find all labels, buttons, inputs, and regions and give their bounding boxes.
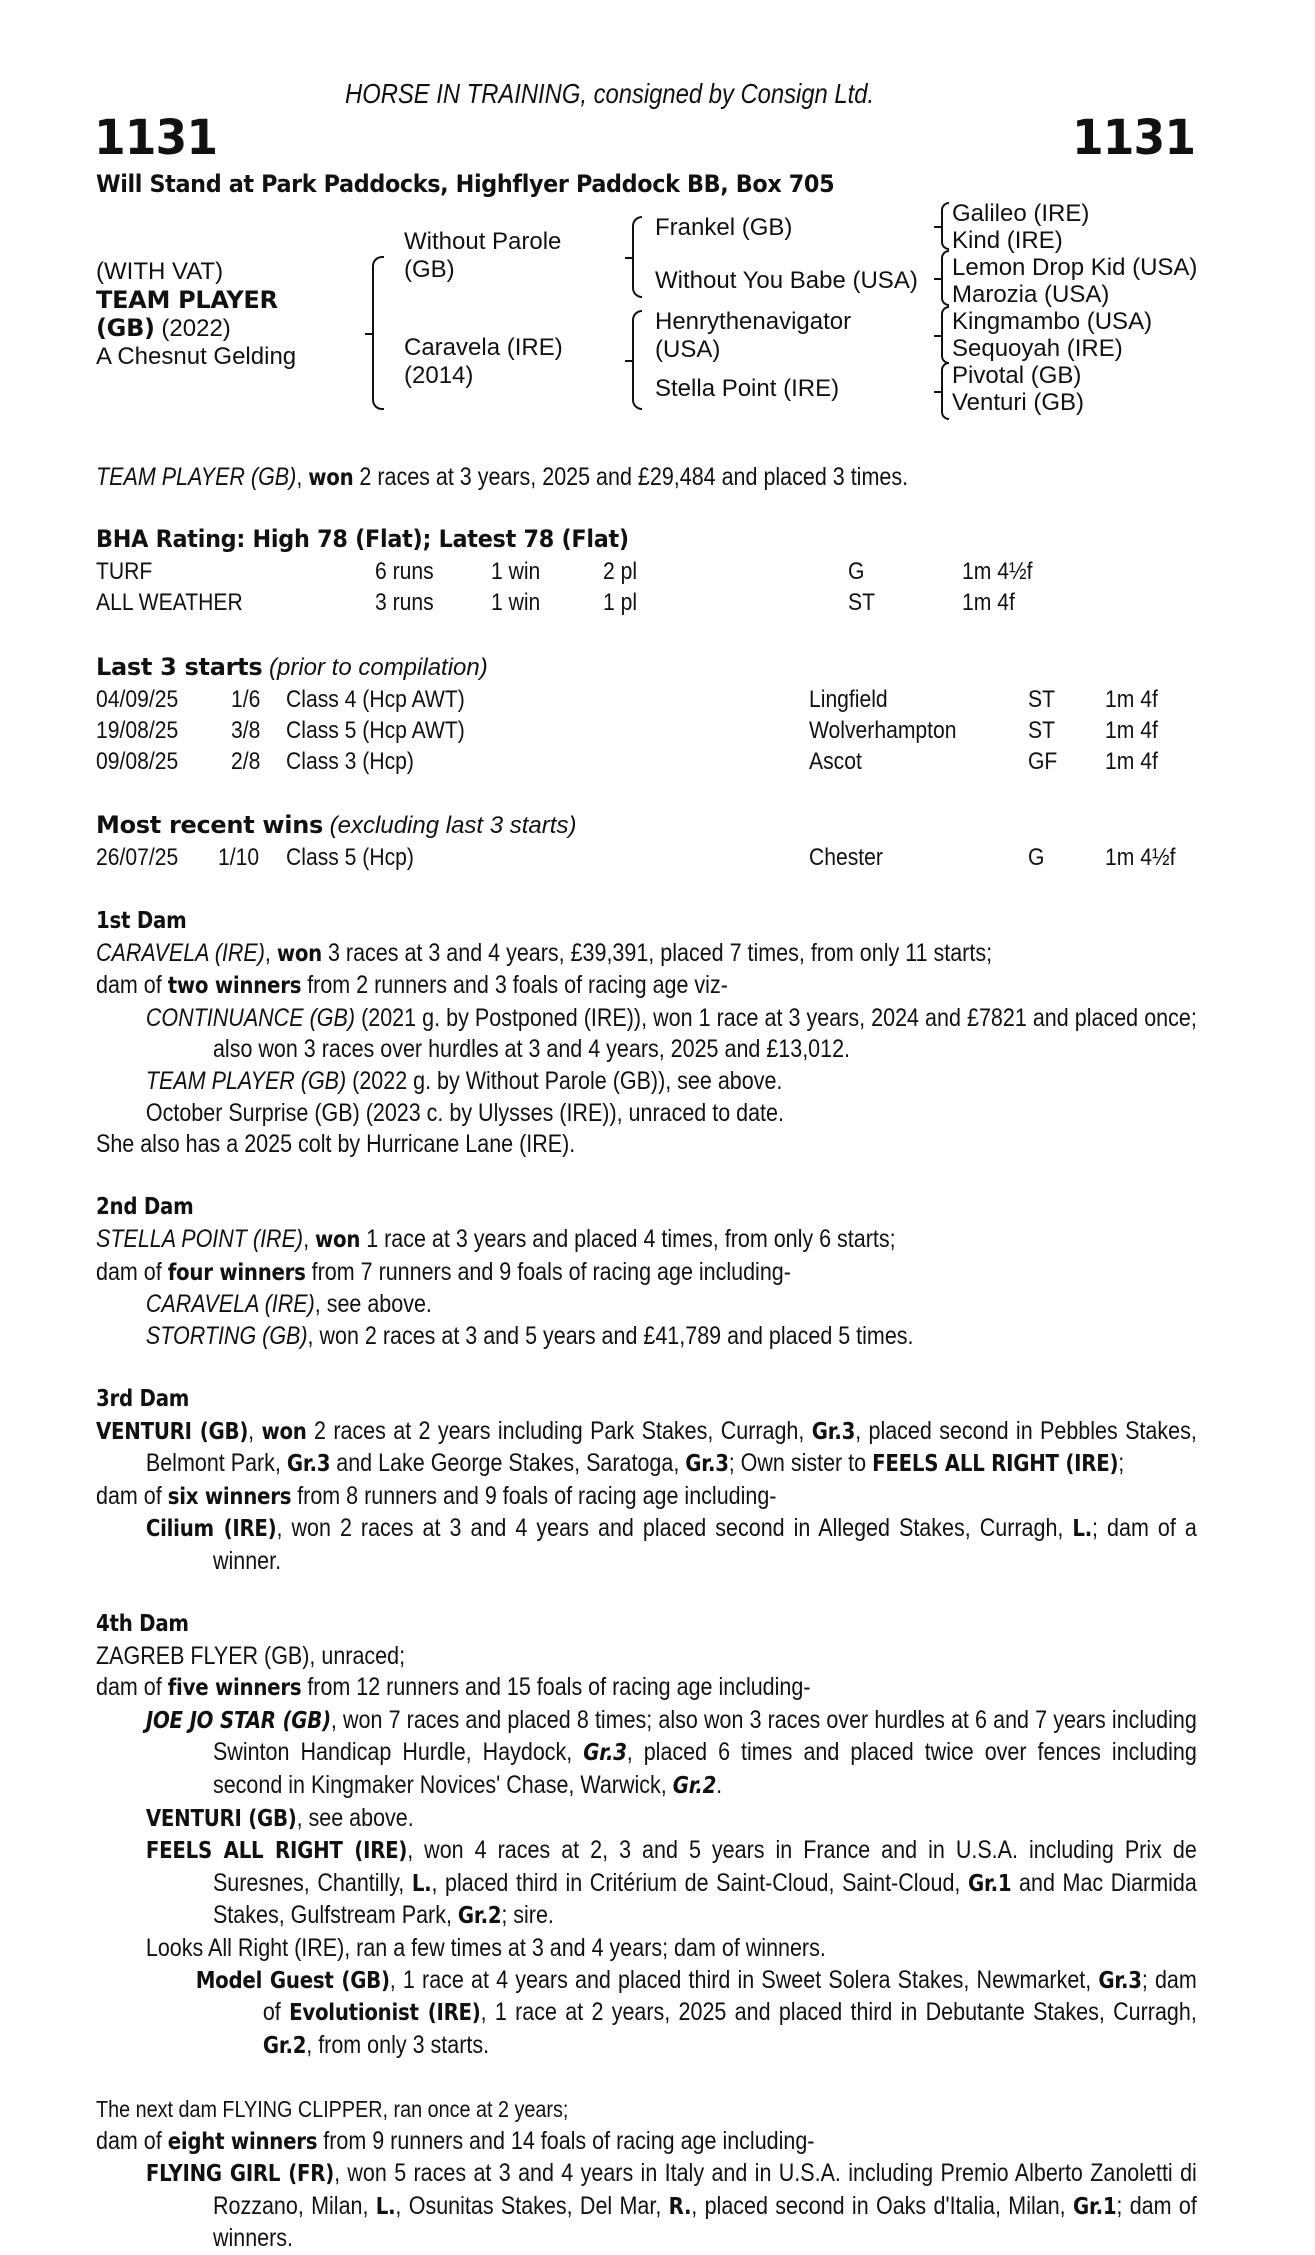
placed: 1 pl	[603, 589, 638, 616]
second-dam-title: 2nd Dam	[96, 1194, 194, 1221]
grade: Gr.2	[262, 2032, 307, 2059]
grade: Gr.3	[583, 1740, 627, 1767]
grade: L.	[375, 2193, 396, 2220]
dam-of-suffix: from 7 runners and 9 foals of racing age including-	[305, 1257, 791, 1286]
horse-identity	[96, 258, 296, 371]
grade: L.	[1072, 1516, 1093, 1543]
catalogue-subtitle	[345, 78, 967, 110]
start-position: 2/8	[231, 748, 261, 775]
produce-text: , won 2 races at 3 and 4 years and placed second in Alleged Stakes, Curragh,	[276, 1514, 1073, 1543]
runs: 3 runs	[375, 589, 434, 616]
brace-dam	[632, 310, 642, 410]
record-text: and Lake George Stakes, Saratoga,	[330, 1449, 686, 1478]
produce-text: , placed second in Oaks d'Italia, Milan,	[691, 2191, 1073, 2220]
produce-text: , see above.	[314, 1290, 432, 1319]
dam-of-suffix: from 2 runners and 3 foals of racing age viz-	[301, 971, 728, 1000]
horse-description: A Chesnut Gelding	[96, 343, 297, 370]
dam-sections	[96, 906, 1197, 2255]
placed: 2 pl	[603, 558, 638, 585]
sire-sire: Frankel (GB)	[655, 214, 793, 241]
produce-continuance	[96, 1003, 1197, 1066]
dam-of-prefix: dam of	[96, 1257, 168, 1286]
produce-model-guest	[96, 1965, 1197, 2063]
horse-name: TEAM PLAYER	[96, 286, 278, 314]
dam-sire-country: (USA)	[655, 336, 721, 363]
produce-text: ; sire.	[501, 1901, 554, 1930]
lot-number-right: 1131	[1072, 110, 1196, 166]
produce-text: and Mac Diarmida Stakes, Gulfstream Park,	[212, 1868, 1197, 1930]
won-label: won	[276, 940, 323, 967]
produce-feels-all-right	[96, 1835, 1197, 1933]
horse-year: (2022)	[161, 315, 231, 342]
great-grandparents	[952, 200, 1197, 416]
dam-sire-name: Henrythenavigator	[655, 308, 852, 335]
brace-sire	[632, 216, 642, 298]
dam-note: She also has a 2025 colt by Hurricane Lane (IRE).	[96, 1130, 576, 1159]
winners-count: two winners	[167, 973, 302, 1000]
produce-name: CARAVELA (IRE)	[145, 1290, 315, 1319]
dam-of-suffix: from 8 runners and 9 foals of racing age including-	[291, 1481, 777, 1510]
going: G	[848, 558, 865, 585]
grade: L.	[411, 1870, 432, 1897]
distance: 1m 4f	[962, 589, 1015, 616]
produce-team-player	[96, 1066, 1197, 1098]
win-distance: 1m 4½f	[1105, 844, 1176, 871]
last-starts-note: (prior to compilation)	[268, 654, 488, 681]
dam-of-prefix: dam of	[96, 1673, 168, 1702]
ggd-sequoyah: Sequoyah (IRE)	[952, 335, 1123, 362]
ggd-venturi: Venturi (GB)	[952, 389, 1085, 416]
win-going: G	[1028, 844, 1045, 871]
going: ST	[848, 589, 875, 616]
recent-wins-note: (excluding last 3 starts)	[329, 812, 577, 839]
start-course: Wolverhampton	[809, 717, 957, 744]
produce-text: (2021 g. by Postponed (IRE)), won 1 race at 3 years, 2024 and £7821 and placed once; also won 3 races over hurdles at 3 and 4 years, 2025 and £13,012.	[212, 1003, 1197, 1064]
dam-name: Caravela (IRE)	[404, 334, 563, 361]
record-text: 2 races at 2 years including Park Stakes, Curragh,	[306, 1416, 812, 1445]
grade: Gr.3	[685, 1451, 729, 1478]
win-course: Chester	[809, 844, 883, 871]
last-starts-heading	[96, 653, 488, 682]
produce-name: VENTURI (GB)	[145, 1805, 297, 1832]
dam-of-prefix: dam of	[96, 971, 168, 1000]
start-going: GF	[1028, 748, 1058, 775]
dam-record: ZAGREB FLYER (GB), unraced;	[96, 1641, 406, 1670]
produce-text: , won 7 races and placed 8 times; also won 3 races over hurdles at 6 and 7 years including Swinton Handicap Hurdle, Haydock,	[212, 1705, 1197, 1767]
produce-venturi	[96, 1803, 1197, 1836]
first-dam: 1st Dam CARAVELA (IRE), won 3 races at 3 and 4 years, £39,391, placed 7 times, from only 11 starts; dam of two winners from 2 runners and 3 foals of racing age viz- CONTINUANCE (GB) (2021 g. by Postponed (IRE)), won 1 race at 3 years, 2024 and £7821 and placed once; also won 3 races over hurdles at 3 and 4 years, 2025 and £13,012. TEAM PLAYER (GB) (2022 g. by Without Parole (GB)), see above. October Surprise (GB) (2023 c. by Ulysses (IRE)), unraced to date. She also has a 2025 colt by Hurricane Lane (IRE).	[96, 906, 1197, 1161]
start-position: 3/8	[231, 717, 261, 744]
start-going: ST	[1028, 717, 1055, 744]
brace-ggs-3	[941, 306, 949, 364]
last-starts-title: Last 3 starts	[96, 653, 263, 681]
sire-name: Without Parole	[404, 228, 562, 255]
produce-text: (2022 g. by Without Parole (GB)), see above.	[346, 1066, 783, 1095]
winners-count: eight winners	[167, 2128, 318, 2155]
lot-number-left: 1131	[94, 110, 218, 166]
grade: Gr.3	[1098, 1967, 1142, 1994]
produce-name: JOE JO STAR (GB)	[145, 1707, 331, 1734]
grandproduce-name: Evolutionist (IRE)	[289, 2000, 481, 2027]
dam-name: VENTURI (GB)	[96, 1418, 249, 1445]
dam-year: (2014)	[404, 362, 474, 389]
dam-dam: Stella Point (IRE)	[655, 375, 840, 402]
dam-record: 1 race at 3 years and placed 4 times, from only 6 starts;	[360, 1224, 896, 1253]
dam-name: CARAVELA (IRE)	[96, 938, 265, 967]
grade: Gr.3	[286, 1451, 331, 1478]
record-text: , placed second in Pebbles Stakes, Belmont Park,	[145, 1416, 1197, 1478]
start-distance: 1m 4f	[1105, 686, 1158, 713]
produce-text: , see above.	[296, 1803, 414, 1832]
produce-text: , placed third in Critérium de Saint-Cloud, Saint-Cloud,	[431, 1868, 969, 1897]
horse-country: (GB)	[96, 314, 155, 342]
next-dam-record: The next dam FLYING CLIPPER, ran once at 2 years;	[96, 2095, 569, 2122]
fourth-dam	[96, 1609, 1197, 2062]
produce-caravela	[96, 1289, 1197, 1321]
pedigree-dam	[404, 334, 563, 390]
produce-name: Cilium (IRE)	[145, 1516, 277, 1543]
fourth-dam-title: 4th Dam	[96, 1611, 189, 1638]
ggs-kingmambo: Kingmambo (USA)	[952, 308, 1153, 335]
ggs-galileo: Galileo (IRE)	[952, 200, 1090, 227]
produce-text: , won 2 races at 3 and 5 years and £41,789 and placed 5 times.	[307, 1321, 914, 1350]
pedigree-sire	[404, 228, 561, 284]
produce-text: , won 4 races at 2, 3 and 5 years in France and in U.S.A. including Prix de Suresnes, Chantilly,	[212, 1836, 1197, 1897]
produce-cilium	[96, 1513, 1197, 1577]
distance: 1m 4½f	[962, 558, 1033, 585]
winners-count: six winners	[167, 1483, 292, 1510]
third-dam-title: 3rd Dam	[96, 1385, 190, 1412]
recent-wins-heading	[96, 811, 576, 840]
produce-text: ; dam of a winner.	[212, 1514, 1197, 1575]
summary-text: 2 races at 3 years, 2025 and £29,484 and placed 3 times.	[353, 463, 909, 491]
produce-joe-jo-star	[96, 1705, 1197, 1803]
produce-text: , 1 race at 2 years, 2025 and placed third in Debutante Stakes, Curragh,	[480, 1998, 1197, 2027]
start-going: ST	[1028, 686, 1055, 713]
dam-sire	[655, 308, 851, 364]
record-text: ;	[1118, 1449, 1125, 1478]
produce-storting	[96, 1321, 1197, 1353]
record-text: ; Own sister to	[728, 1449, 873, 1478]
produce-text: .	[716, 1771, 723, 1800]
start-position: 1/6	[231, 686, 261, 713]
grade: Gr.3	[811, 1418, 856, 1445]
produce-looks-all-right: Looks All Right (IRE), ran a few times at 3 and 4 years; dam of winners.	[145, 1934, 826, 1962]
dam-of-prefix: dam of	[96, 1481, 168, 1510]
won-label: won	[315, 1226, 361, 1253]
wins: 1 win	[491, 558, 541, 585]
start-course: Ascot	[809, 748, 862, 775]
recent-wins-title: Most recent wins	[96, 811, 323, 839]
start-date: 04/09/25	[96, 686, 179, 713]
start-class: Class 4 (Hcp AWT)	[286, 686, 465, 713]
second-dam: 2nd Dam STELLA POINT (IRE), won 1 race at 3 years and placed 4 times, from only 6 starts; dam of four winners from 7 runners and 9 foals of racing age including- CARAVELA (IRE), see above. STORTING (GB), won 2 races at 3 and 5 years and £41,789 and placed 5 times.	[96, 1192, 1197, 1352]
produce-name: STORTING (GB)	[145, 1321, 308, 1350]
dam-name: STELLA POINT (IRE)	[96, 1224, 304, 1253]
brace-main	[372, 256, 384, 410]
surface: ALL WEATHER	[96, 589, 243, 616]
start-class: Class 3 (Hcp)	[286, 748, 414, 775]
grade: R.	[668, 2193, 692, 2220]
produce-text: , Osunitas Stakes, Del Mar,	[395, 2191, 669, 2220]
next-dam	[96, 2094, 1197, 2255]
produce-name: CONTINUANCE (GB)	[145, 1003, 356, 1032]
produce-october-surprise: October Surprise (GB) (2023 c. by Ulysses (IRE)), unraced to date.	[145, 1098, 784, 1127]
start-distance: 1m 4f	[1105, 717, 1158, 744]
produce-name: TEAM PLAYER (GB)	[145, 1066, 347, 1095]
race-summary: TEAM PLAYER (GB), won 2 races at 3 years, 2025 and £29,484 and placed 3 times.	[96, 463, 909, 491]
brace-ggs-4	[941, 362, 949, 420]
start-class: Class 5 (Hcp AWT)	[286, 717, 465, 744]
produce-text: , won 5 races at 3 and 4 years in Italy and in U.S.A. including Premio Alberto Zanoletti di Rozzano, Milan,	[212, 2159, 1197, 2220]
ggs-lemon-drop-kid: Lemon Drop Kid (USA)	[952, 254, 1198, 281]
win-position: 1/10	[218, 844, 260, 871]
dam-of-suffix: from 9 runners and 14 foals of racing age including-	[317, 2126, 815, 2155]
brace-ggs-1	[941, 202, 949, 250]
produce-flying-girl	[96, 2158, 1197, 2255]
sibling-name: FEELS ALL RIGHT (IRE)	[872, 1451, 1119, 1478]
ggd-kind: Kind (IRE)	[952, 227, 1063, 254]
grade: Gr.1	[1072, 2193, 1117, 2220]
produce-text: ; dam of winners.	[212, 2191, 1197, 2253]
horse-name-country-year	[96, 314, 296, 343]
grade: Gr.1	[968, 1870, 1012, 1897]
brace-ggs-2	[941, 250, 949, 306]
dam-record: 3 races at 3 and 4 years, £39,391, placed 7 times, from only 11 starts;	[322, 938, 993, 967]
surface: TURF	[96, 558, 153, 585]
ggd-marozia: Marozia (USA)	[952, 281, 1110, 308]
start-distance: 1m 4f	[1105, 748, 1158, 775]
winners-count: four winners	[167, 1259, 306, 1286]
summary-horse-name: TEAM PLAYER (GB)	[96, 463, 297, 491]
third-dam	[96, 1384, 1197, 1578]
grade: Gr.2	[457, 1903, 502, 1930]
sire-country: (GB)	[404, 256, 455, 283]
wins: 1 win	[491, 589, 541, 616]
grade: Gr.2	[672, 1773, 717, 1800]
first-dam-title: 1st Dam	[96, 908, 187, 934]
produce-text: ; dam of	[262, 1965, 1197, 2027]
dam-of-prefix: dam of	[96, 2126, 168, 2155]
stand-location: Will Stand at Park Paddocks, Highflyer Paddock BB, Box 705	[96, 170, 835, 198]
produce-text: , 1 race at 4 years and placed third in Sweet Solera Stakes, Newmarket,	[389, 1965, 1099, 1994]
start-date: 09/08/25	[96, 748, 179, 775]
runs: 6 runs	[375, 558, 434, 585]
produce-name: Model Guest (GB)	[195, 1967, 390, 1994]
produce-name: FLYING GIRL (FR)	[145, 2161, 335, 2188]
subtitle-text: HORSE IN TRAINING, consigned by Consign Ltd.	[345, 78, 875, 109]
won-label: won	[261, 1418, 307, 1445]
produce-text: , from only 3 starts.	[306, 2030, 490, 2059]
start-course: Lingfield	[809, 686, 888, 713]
vat-label: (WITH VAT)	[96, 258, 224, 285]
summary-won: won	[308, 465, 354, 491]
produce-text: , placed 6 times and placed twice over fences including second in Kingmaker Novices' Chase, Warwick,	[212, 1738, 1197, 1800]
win-class: Class 5 (Hcp)	[286, 844, 414, 871]
dam-of-suffix: from 12 runners and 15 foals of racing age including-	[301, 1673, 811, 1702]
winners-count: five winners	[167, 1675, 302, 1702]
start-date: 19/08/25	[96, 717, 179, 744]
ggs-pivotal: Pivotal (GB)	[952, 362, 1082, 389]
venturi-record: VENTURI (GB), won 2 races at 2 years including Park Stakes, Curragh, Gr.3, placed second in Pebbles Stakes, Belmont Park, Gr.3 and Lake George Stakes, Saratoga, Gr.3; Own sister to FEELS ALL RIGHT (IRE);	[96, 1416, 1197, 1478]
sire-dam: Without You Babe (USA)	[655, 267, 918, 294]
win-date: 26/07/25	[96, 844, 179, 871]
bha-rating-title: BHA Rating: High 78 (Flat); Latest 78 (Flat)	[96, 525, 629, 553]
produce-name: FEELS ALL RIGHT (IRE)	[145, 1838, 408, 1865]
